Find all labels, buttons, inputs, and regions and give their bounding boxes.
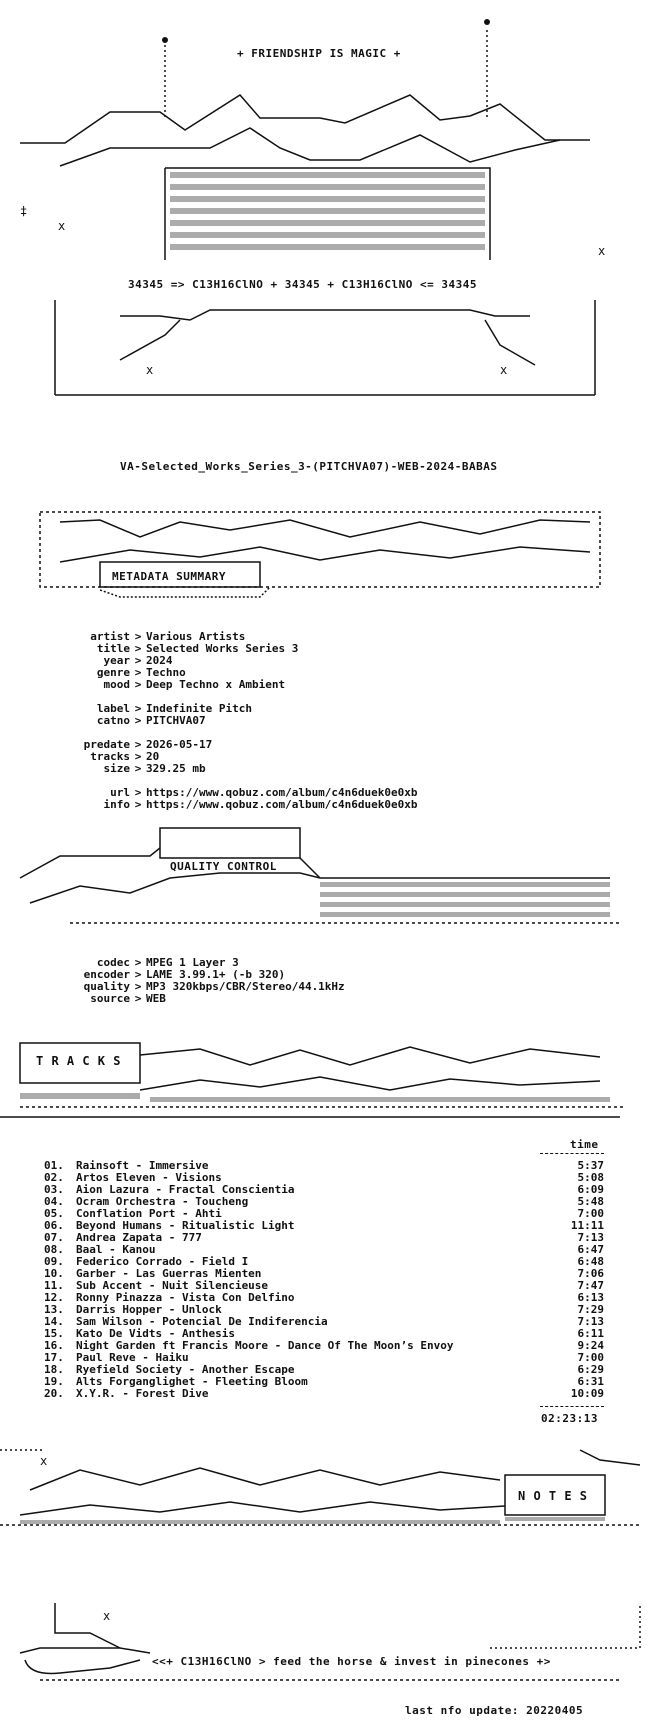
meta-row: mood > Deep Techno x Ambient [103,678,286,691]
track-row: 15. Kato De Vidts - Anthesis 6:11 [44,1327,604,1340]
meta-row: artist > Various Artists [90,630,246,643]
svg-text:x: x [500,363,508,377]
track-row: 19. Alts Forganglighet - Fleeting Bloom 6:31 [44,1375,604,1388]
track-row: 09. Federico Corrado - Field I 6:48 [44,1255,604,1268]
total-rule [540,1406,604,1407]
track-row: 12. Ronny Pinazza - Vista Con Delfino 6:13 [44,1291,604,1304]
top-logo-art [0,0,648,405]
track-row: 11. Sub Accent - Nuit Silencieuse 7:47 [44,1279,604,1292]
quality-banner-art [0,808,648,928]
meta-row: label > Indefinite Pitch [96,702,252,715]
track-row: 07. Andrea Zapata - 777 7:13 [44,1231,604,1244]
svg-text:x: x [146,363,154,377]
footer-art [0,1598,648,1683]
tracks-heading: T R A C K S [36,1054,121,1068]
total-time: 02:23:13 [541,1412,598,1425]
quality-heading: QUALITY CONTROL [170,860,277,873]
track-row: 08. Baal - Kanou 6:47 [44,1243,604,1256]
metadata-heading: METADATA SUMMARY [112,570,226,583]
notes-banner-art [0,1440,648,1535]
quality-row: quality > MP3 320kbps/CBR/Stereo/44.1kHz [83,980,345,993]
tracklist [44,1160,604,1400]
track-row: 20. X.Y.R. - Forest Dive 10:09 [44,1387,604,1400]
svg-text:x: x [40,1454,48,1468]
meta-row: info > https://www.qobuz.com/album/c4n6duek0e0xb [103,798,418,811]
track-row: 04. Ocram Orchestra - Toucheng 5:48 [44,1195,604,1208]
meta-row: title > Selected Works Series 3 [96,642,299,655]
quality-row: codec > MPEG 1 Layer 3 [96,956,239,969]
formula-line: 34345 => C13H16ClNO + 34345 + C13H16ClNO <= 34345 [128,278,478,291]
meta-row: size > 329.25 mb [103,762,206,775]
footer-line: <<+ C13H16ClNO > feed the horse & invest in pinecones +> [152,1655,551,1668]
track-row: 17. Paul Reve - Haiku 7:00 [44,1351,604,1364]
quality-row: source > WEB [90,992,166,1005]
metadata-summary [66,631,418,811]
meta-row: year > 2024 [103,654,173,667]
metadata-banner-art [0,492,648,602]
release-name: VA-Selected_Works_Series_3-(PITCHVA07)-WEB-2024-BABAS [120,460,498,473]
quality-control [66,957,345,1005]
motto: + FRIENDSHIP IS MAGIC + [237,47,401,60]
track-row: 06. Beyond Humans - Ritualistic Light 11:11 [44,1219,604,1232]
track-row: 13. Darris Hopper - Unlock 7:29 [44,1303,604,1316]
tracks-banner-art [0,1035,648,1125]
track-row: 18. Ryefield Society - Another Escape 6:29 [44,1363,604,1376]
track-row: 10. Garber - Las Guerras Mienten 7:06 [44,1267,604,1280]
time-column-header: time [570,1138,599,1151]
quality-row: encoder > LAME 3.99.1+ (-b 320) [83,968,286,981]
track-row: 14. Sam Wilson - Potencial De Indiferencia 7:13 [44,1315,604,1328]
time-header-rule [540,1153,604,1154]
meta-row: catno > PITCHVA07 [96,714,206,727]
track-row: 16. Night Garden ft Francis Moore - Dance Of The Moon’s Envoy 9:24 [44,1339,604,1352]
track-row: 02. Artos Eleven - Visions 5:08 [44,1171,604,1184]
track-row: 05. Conflation Port - Ahti 7:00 [44,1207,604,1220]
meta-row: url > https://www.qobuz.com/album/c4n6duek0e0xb [110,786,418,799]
meta-row: tracks > 20 [90,750,160,763]
meta-row: predate > 2026-05-17 [83,738,213,751]
track-row: 01. Rainsoft - Immersive 5:37 [44,1159,604,1172]
svg-text:‡: ‡ [20,204,28,218]
svg-text:x: x [103,1609,111,1623]
track-row: 03. Aion Lazura - Fractal Conscientia 6:09 [44,1183,604,1196]
notes-heading: N O T E S [518,1489,588,1503]
svg-text:x: x [598,244,606,258]
last-update: last nfo update: 20220405 [405,1704,584,1717]
svg-text:x: x [58,219,66,233]
meta-row: genre > Techno [96,666,186,679]
